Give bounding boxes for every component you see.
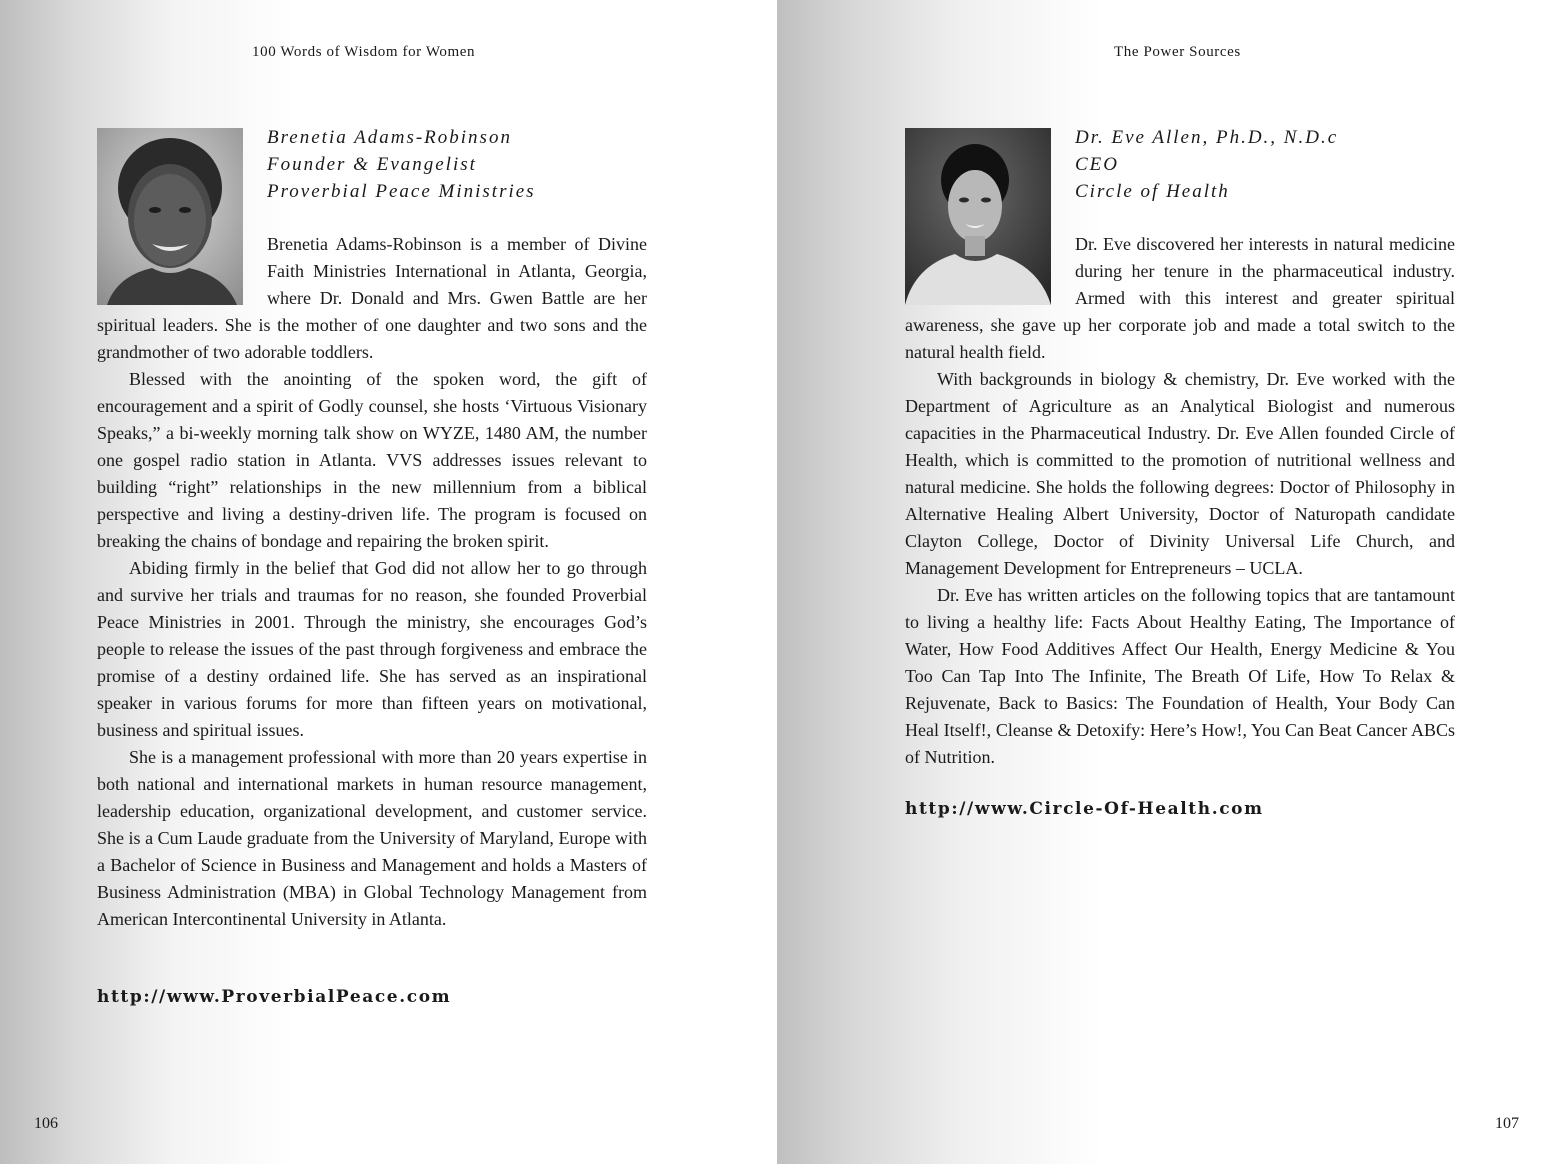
website-link[interactable]: http://www.ProverbialPeace.com xyxy=(97,987,452,1007)
paragraph: Blessed with the anointing of the spoken word, the gift of encouragement and a spirit of Godly counsel, she hosts ‘Virtuous Visionary Speaks,” a bi-weekly morning talk show on WYZE, 1480 AM, the number one gospel radio station in Atlanta. VVS addresses issues relevant to building “right” relationships in the new millennium from a biblical perspective and living a destiny-driven life. The program is focused on breaking the chains of bondage and repairing the broken spirit. xyxy=(97,369,647,551)
paragraph: Abiding firmly in the belief that God did not allow her to go through and survive her trials and traumas for no reason, she founded Proverbial Peace Ministries in 2001. Through the ministry, she encourages God’s people to release the issues of the past through forgiveness and embrace the promise of a destiny ordained life. She has served as an inspirational speaker in various forums for more than fifteen years on motivational, business and spiritual issues. xyxy=(97,558,647,740)
running-head: 100 Words of Wisdom for Women xyxy=(252,44,476,60)
right-page xyxy=(777,0,1553,1164)
author-name: Dr. Eve Allen, Ph.D., N.D.c xyxy=(1075,127,1339,148)
website-link[interactable]: http://www.Circle-Of-Health.com xyxy=(905,799,1264,819)
author-title: Founder & Evangelist xyxy=(267,154,477,175)
biography-text xyxy=(97,231,647,933)
page-number: 106 xyxy=(34,1115,58,1132)
paragraph: Brenetia Adams-Robinson is a member of Divine Faith Ministries International in Atlanta, Georgia, where Dr. Donald and Mrs. Gwen Battle are her spiritual leaders. She is the mother of one daughter and two sons and the grandmother of two adorable toddlers. xyxy=(97,234,647,362)
author-organization: Proverbial Peace Ministries xyxy=(267,181,536,202)
author-name: Brenetia Adams-Robinson xyxy=(267,127,512,148)
author-heading xyxy=(267,124,536,205)
author-organization: Circle of Health xyxy=(1075,181,1230,202)
paragraph: She is a management professional with more than 20 years expertise in both national and international markets in human resource management, leadership education, organizational development, and customer service. She is a Cum Laude graduate from the University of Maryland, Europe with a Bachelor of Science in Business and Management and holds a Masters of Business Administration (MBA) in Global Technology Management from American Intercontinental University in Atlanta. xyxy=(97,747,647,929)
running-head: The Power Sources xyxy=(1114,44,1241,60)
paragraph: With backgrounds in biology & chemistry, Dr. Eve worked with the Department of Agriculture as an Analytical Biologist and numerous capacities in the Pharmaceutical Industry. Dr. Eve Allen founded Circle of Health, which is committed to the promotion of nutritional wellness and natural medicine. She holds the following degrees: Doctor of Philosophy in Alternative Healing Albert University, Doctor of Naturopath candidate Clayton College, Doctor of Divinity Universal Life Church, and Management Development for Entrepreneurs – UCLA. xyxy=(905,369,1455,578)
page-number: 107 xyxy=(1495,1115,1519,1132)
author-title: CEO xyxy=(1075,154,1119,175)
author-heading xyxy=(1075,124,1338,205)
paragraph: Dr. Eve has written articles on the following topics that are tantamount to living a healthy life: Facts About Healthy Eating, The Importance of Water, How Food Additives Affect Our Health, Energy Medicine & You Too Can Tap Into The Infinite, The Breath Of Life, How To Relax & Rejuvenate, Back to Basics: The Foundation of Health, Your Body Can Heal Itself!, Cleanse & Detoxify: Here’s How!, You Can Beat Cancer ABCs of Nutrition. xyxy=(905,585,1455,767)
biography-text xyxy=(905,231,1455,771)
paragraph: Dr. Eve discovered her interests in natural medicine during her tenure in the pharmaceutical industry. Armed with this interest and greater spiritual awareness, she gave up her corporate job and made a total switch to the natural health field. xyxy=(905,234,1455,362)
